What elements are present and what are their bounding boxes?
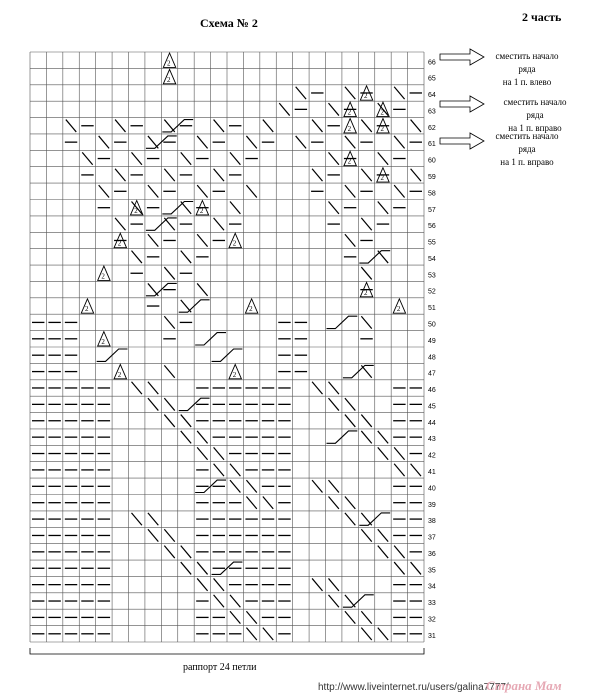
decrease-symbol [230, 202, 240, 214]
decrease-symbol [115, 169, 125, 181]
decrease-symbol [329, 382, 339, 394]
row-number: 40 [428, 485, 436, 493]
row-number: 37 [428, 534, 436, 542]
watermark-logo: Страна Мам [486, 678, 562, 693]
row-number: 46 [428, 387, 436, 395]
decrease-symbol [181, 152, 191, 164]
decrease-symbol [164, 267, 174, 279]
decrease-symbol [148, 529, 158, 541]
decrease-symbol [411, 120, 421, 132]
decrease-symbol [246, 611, 256, 623]
decrease-symbol [230, 464, 240, 476]
chart-title: Схема № 2 [200, 16, 258, 30]
decrease-symbol [312, 578, 322, 590]
decrease-symbol [378, 628, 388, 640]
decrease-symbol [345, 497, 355, 509]
note-row61-line1: сместить начало ряда [495, 131, 559, 154]
footer-url: http://www.liveinternet.ru/users/galina7777/ [318, 682, 509, 693]
row-number: 61 [428, 141, 436, 149]
two-together-label: 2 [101, 272, 105, 281]
decrease-symbol [214, 447, 224, 459]
decrease-symbol [115, 120, 125, 132]
decrease-symbol [312, 382, 322, 394]
decrease-symbol [329, 578, 339, 590]
two-together-label: 2 [167, 59, 171, 68]
decrease-symbol [361, 169, 371, 181]
row-number: 57 [428, 206, 436, 214]
arrow-icon [440, 96, 484, 112]
decrease-symbol [279, 103, 289, 115]
two-together-label: 2 [199, 206, 204, 215]
two-together-label: 2 [396, 305, 401, 314]
decrease-symbol [99, 185, 109, 197]
decrease-symbol [394, 546, 404, 558]
two-together-label: 2 [380, 108, 384, 117]
decrease-symbol [329, 202, 339, 214]
decrease-symbol [361, 267, 371, 279]
note-row66-line1: сместить начало ряда [495, 51, 559, 74]
two-together-label: 2 [167, 75, 171, 84]
row-number: 60 [428, 157, 436, 165]
decrease-symbol [148, 234, 158, 246]
decrease-symbol [148, 185, 158, 197]
decrease-symbol [378, 546, 388, 558]
row-number: 33 [428, 600, 436, 608]
note-row66-line2: на 1 п. влево [502, 77, 552, 87]
decrease-symbol [214, 578, 224, 590]
decrease-symbol [230, 595, 240, 607]
two-together-label: 2 [347, 124, 352, 133]
decrease-symbol [115, 218, 125, 230]
repeat-bracket [30, 648, 424, 654]
decrease-symbol [378, 152, 388, 164]
repeat-label: раппорт 24 петли [183, 662, 257, 673]
decrease-symbol [345, 136, 355, 148]
decrease-symbol [263, 628, 273, 640]
decrease-symbol [345, 398, 355, 410]
decrease-symbol [345, 611, 355, 623]
decrease-symbol [164, 398, 174, 410]
decrease-symbol [246, 136, 256, 148]
decrease-symbol [132, 513, 142, 525]
decrease-symbol [230, 480, 240, 492]
decrease-symbol [345, 87, 355, 99]
row-number: 32 [428, 616, 436, 624]
row-number: 53 [428, 272, 436, 280]
decrease-symbol [378, 431, 388, 443]
row-number: 54 [428, 255, 436, 263]
decrease-symbol [132, 152, 142, 164]
decrease-symbol [164, 169, 174, 181]
decrease-symbol [164, 365, 174, 377]
decrease-symbol [246, 480, 256, 492]
two-together-label: 2 [134, 206, 138, 215]
two-together-label: 2 [232, 239, 237, 248]
decrease-symbol [378, 529, 388, 541]
decrease-symbol [345, 234, 355, 246]
decrease-symbol [361, 611, 371, 623]
decrease-symbol [394, 562, 404, 574]
decrease-symbol [214, 169, 224, 181]
decrease-symbol [361, 529, 371, 541]
decrease-symbol [263, 497, 273, 509]
note-row66 [486, 50, 568, 89]
row-number: 43 [428, 436, 436, 444]
decrease-symbol [132, 382, 142, 394]
row-number: 55 [428, 239, 436, 247]
decrease-symbol [246, 628, 256, 640]
row-number: 42 [428, 452, 436, 460]
decrease-symbol [345, 513, 355, 525]
two-together-label: 2 [380, 124, 384, 133]
row-number: 34 [428, 583, 436, 591]
two-together-label: 2 [232, 370, 237, 379]
row-number: 44 [428, 419, 436, 427]
decrease-symbol [181, 415, 191, 427]
row-number: 48 [428, 354, 436, 362]
row-number: 45 [428, 403, 436, 411]
decrease-symbol [230, 152, 240, 164]
decrease-symbol [214, 464, 224, 476]
decrease-symbol [99, 136, 109, 148]
decrease-symbol [312, 169, 322, 181]
part-label: 2 часть [522, 10, 562, 24]
row-number: 62 [428, 124, 436, 132]
decrease-symbol [329, 480, 339, 492]
decrease-symbol [197, 136, 207, 148]
two-together-label: 2 [249, 305, 253, 314]
decrease-symbol [181, 546, 191, 558]
row-number: 36 [428, 550, 436, 558]
decrease-symbol [197, 562, 207, 574]
decrease-symbol [329, 103, 339, 115]
two-together-label: 2 [364, 288, 368, 297]
decrease-symbol [148, 398, 158, 410]
row-number: 51 [428, 305, 436, 313]
decrease-symbol [148, 513, 158, 525]
row-number: 47 [428, 370, 436, 378]
decrease-symbol [394, 447, 404, 459]
two-together-label: 2 [101, 338, 105, 346]
arrow-icon [440, 133, 484, 149]
decrease-symbol [345, 415, 355, 427]
row-number: 39 [428, 501, 436, 509]
two-together-label: 2 [347, 157, 352, 166]
decrease-symbol [361, 628, 371, 640]
decrease-symbol [148, 382, 158, 394]
decrease-symbol [312, 480, 322, 492]
row-number: 50 [428, 321, 436, 329]
decrease-symbol [411, 169, 421, 181]
two-together-label: 2 [117, 370, 122, 379]
note-row63-line2: на 1 п. вправо [508, 123, 562, 133]
row-number: 31 [428, 632, 436, 640]
decrease-symbol [66, 120, 76, 132]
decrease-symbol [345, 185, 355, 197]
decrease-symbol [197, 283, 207, 295]
row-number: 58 [428, 190, 436, 198]
decrease-symbol [197, 447, 207, 459]
decrease-symbol [263, 120, 273, 132]
note-row63-line1: сместить начало ряда [503, 97, 567, 120]
decrease-symbol [329, 152, 339, 164]
row-number: 66 [428, 59, 436, 67]
row-number: 41 [428, 469, 436, 477]
decrease-symbol [361, 218, 371, 230]
decrease-symbol [378, 202, 388, 214]
decrease-symbol [329, 398, 339, 410]
decrease-symbol [329, 595, 339, 607]
decrease-symbol [312, 120, 322, 132]
two-together-label: 2 [364, 92, 368, 101]
decrease-symbol [164, 415, 174, 427]
row-number: 38 [428, 518, 436, 526]
two-together-label: 2 [380, 174, 384, 183]
two-together-label: 2 [84, 305, 89, 314]
two-together-label: 2 [347, 108, 352, 117]
row-number: 35 [428, 567, 436, 575]
row-number: 49 [428, 337, 436, 345]
decrease-symbol [197, 431, 207, 443]
decrease-symbol [394, 87, 404, 99]
decrease-symbol [164, 529, 174, 541]
decrease-symbol [361, 316, 371, 328]
decrease-symbol [246, 185, 256, 197]
decrease-symbol [394, 136, 404, 148]
decrease-symbol [329, 497, 339, 509]
decrease-symbol [230, 611, 240, 623]
decrease-symbol [378, 447, 388, 459]
note-row61-line2: на 1 п. вправо [500, 157, 554, 167]
decrease-symbol [164, 316, 174, 328]
decrease-symbol [132, 251, 142, 263]
decrease-symbol [394, 464, 404, 476]
decrease-symbol [296, 136, 306, 148]
row-number: 59 [428, 174, 436, 182]
row-number: 63 [428, 108, 436, 116]
row-number: 56 [428, 223, 436, 231]
decrease-symbol [361, 431, 371, 443]
decrease-symbol [214, 595, 224, 607]
decrease-symbol [214, 218, 224, 230]
decrease-symbol [361, 415, 371, 427]
decrease-symbol [214, 120, 224, 132]
row-number: 64 [428, 92, 436, 100]
two-together-label: 2 [117, 239, 122, 248]
note-row61 [486, 130, 568, 169]
decrease-symbol [164, 546, 174, 558]
decrease-symbol [411, 562, 421, 574]
decrease-symbol [197, 185, 207, 197]
decrease-symbol [181, 562, 191, 574]
decrease-symbol [181, 251, 191, 263]
decrease-symbol [411, 464, 421, 476]
decrease-symbol [361, 120, 371, 132]
decrease-symbol [246, 497, 256, 509]
row-number: 52 [428, 288, 436, 296]
arrow-icon [440, 49, 484, 65]
row-number: 65 [428, 75, 436, 83]
decrease-symbol [394, 185, 404, 197]
decrease-symbol [181, 431, 191, 443]
decrease-symbol [296, 87, 306, 99]
decrease-symbol [82, 152, 92, 164]
decrease-symbol [197, 234, 207, 246]
decrease-symbol [197, 578, 207, 590]
